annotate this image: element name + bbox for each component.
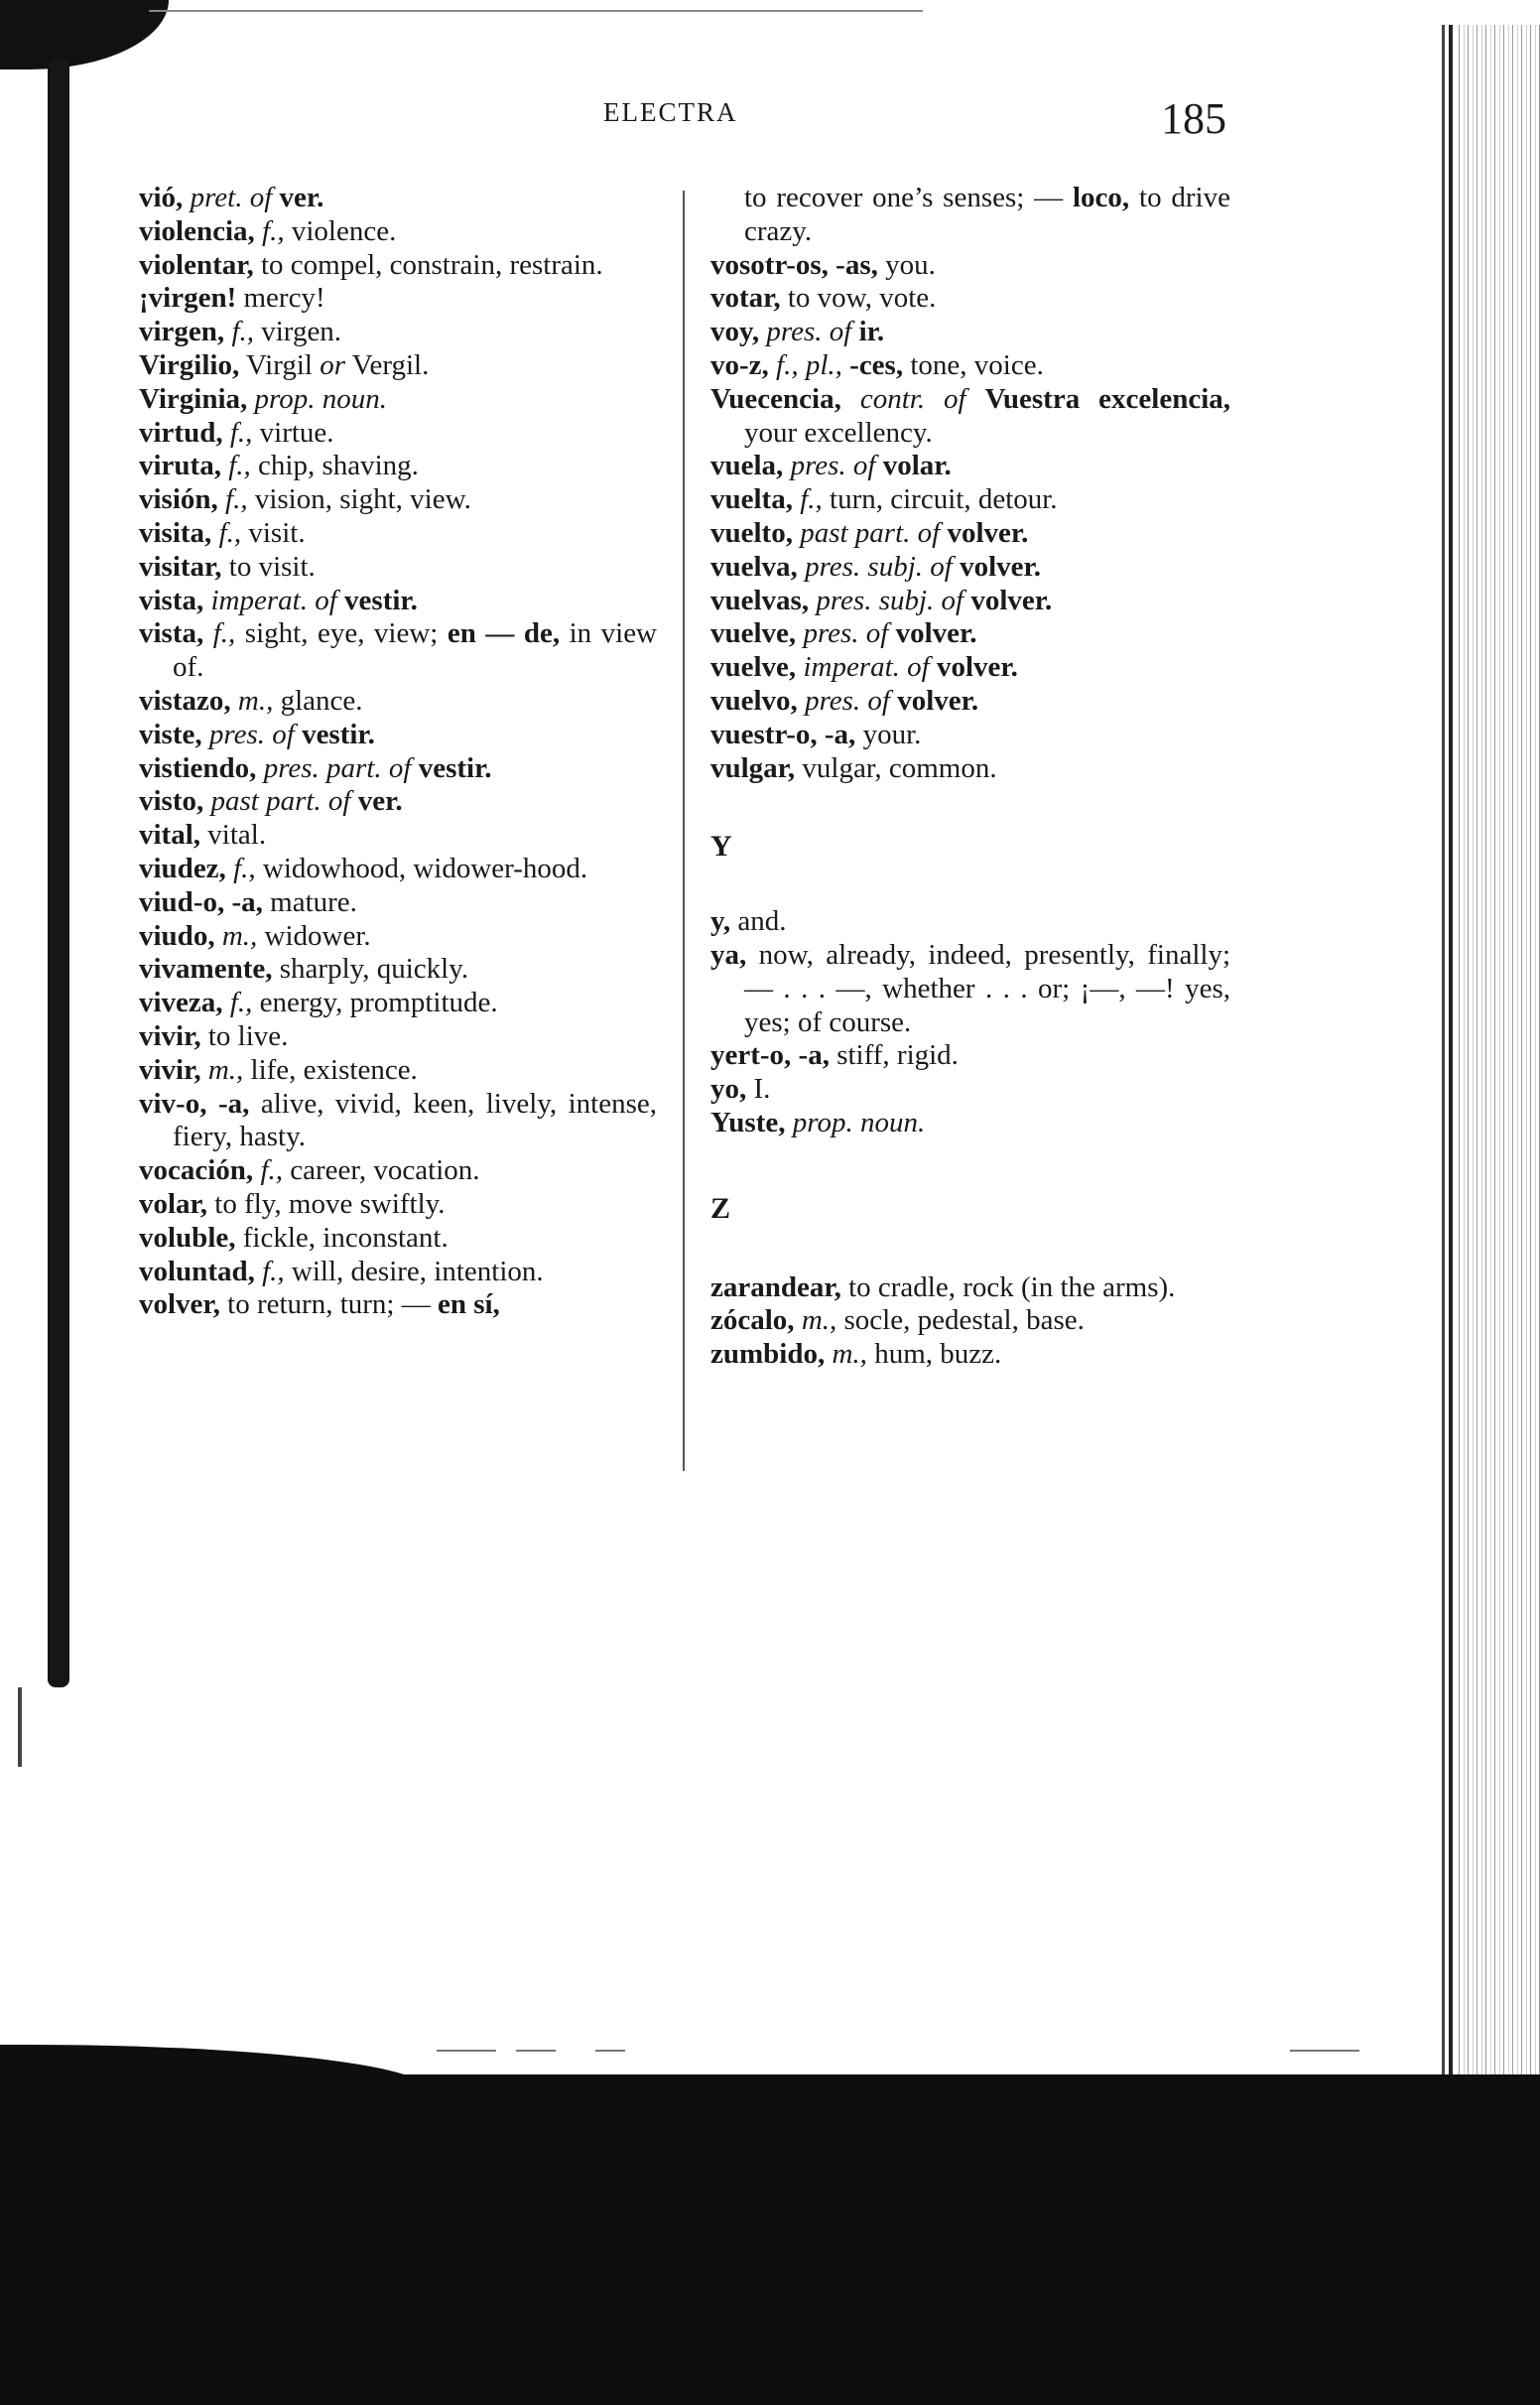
headword: visión,	[139, 483, 218, 516]
dictionary-entry	[710, 585, 1230, 618]
dictionary-entry	[710, 316, 1230, 349]
headword: voy,	[710, 316, 760, 348]
column-divider	[683, 191, 685, 1471]
dictionary-entry	[139, 1054, 657, 1088]
dictionary-entry	[139, 953, 657, 987]
headword: vestir.	[344, 584, 418, 616]
headword: volver.	[947, 516, 1029, 549]
grammar-note: past part. of	[210, 785, 351, 818]
dictionary-entry	[710, 517, 1230, 551]
headword: vital,	[139, 819, 201, 852]
section-heading-y: Y	[710, 830, 732, 864]
definition-text	[272, 182, 279, 213]
headword: viud-o, -a,	[139, 885, 263, 918]
scan-mark	[18, 1687, 22, 1767]
dictionary-entry	[139, 819, 657, 853]
grammar-note: f.,	[800, 483, 823, 516]
y-entries	[710, 905, 1230, 1140]
dictionary-entry	[139, 450, 657, 483]
definition-text	[256, 752, 263, 784]
dictionary-entry	[139, 685, 657, 719]
definition-text: Vergil.	[345, 348, 430, 381]
grammar-note: f.,	[225, 483, 248, 516]
dictionary-entry	[139, 517, 657, 551]
headword: vocación,	[139, 1154, 254, 1187]
grammar-note: m.,	[832, 1338, 867, 1371]
definition-text: energy, promptitude.	[252, 987, 498, 1019]
definition-text: sharply, quickly.	[272, 953, 469, 986]
definition-text	[203, 617, 213, 649]
definition-text: to vow, vote.	[780, 282, 937, 315]
definition-text: to live.	[200, 1019, 289, 1052]
headword: Virgilio,	[139, 348, 240, 381]
grammar-note: imperat. of	[803, 651, 930, 684]
grammar-note: pres. of	[790, 450, 876, 482]
dictionary-entry	[139, 1154, 657, 1188]
grammar-note: prop. noun.	[254, 382, 388, 415]
dictionary-entry	[139, 551, 657, 585]
definition-text: tone, voice.	[903, 348, 1044, 381]
dictionary-entry	[139, 886, 657, 920]
dictionary-entry	[710, 719, 1230, 752]
grammar-note: pret. of	[190, 182, 273, 213]
headword: vuelvas,	[710, 584, 810, 616]
grammar-note: past part. of	[800, 516, 941, 549]
dictionary-entry	[139, 316, 657, 349]
headword: voluble,	[139, 1221, 236, 1254]
dictionary-entry	[139, 182, 657, 215]
dictionary-entry	[710, 383, 1230, 451]
definition-text	[953, 551, 960, 583]
dictionary-entry	[710, 1271, 1230, 1305]
grammar-note: f.,	[212, 617, 236, 650]
running-head: ELECTRA	[603, 97, 738, 127]
left-column	[139, 182, 657, 1322]
grammar-note: m.,	[237, 684, 274, 717]
dictionary-entry	[139, 215, 657, 249]
headword: vuelto,	[710, 516, 793, 549]
grammar-note: pres. of	[803, 617, 889, 650]
scan-shadow-bottom	[0, 2074, 1540, 2405]
definition-text: to recover one’s senses; —	[744, 182, 1073, 213]
definition-text: violence.	[284, 214, 397, 247]
definition-text: widower.	[257, 919, 371, 952]
v-entries	[710, 249, 1230, 786]
z-entries	[710, 1271, 1230, 1372]
definition-text: life, existence.	[243, 1053, 418, 1086]
headword: vistazo,	[139, 684, 231, 717]
headword: Vuecencia,	[710, 382, 841, 415]
headword: volver.	[897, 684, 979, 717]
definition-text	[203, 585, 210, 616]
scan-shadow-left-edge	[48, 60, 69, 1687]
headword: viruta,	[139, 450, 221, 482]
definition-text	[223, 987, 230, 1018]
headword: violentar,	[139, 248, 254, 281]
grammar-note: f.,	[228, 450, 251, 482]
section-heading-z: Z	[710, 1191, 731, 1225]
dictionary-entry	[139, 349, 657, 383]
dictionary-entry	[139, 1020, 657, 1054]
page-number: 185	[1161, 94, 1226, 143]
definition-text: career, vocation.	[283, 1154, 480, 1187]
headword: volver.	[895, 617, 977, 650]
headword: volver,	[139, 1288, 220, 1321]
dictionary-entry	[139, 1288, 657, 1322]
definition-text: in view of.	[173, 617, 658, 684]
entry-continuation	[710, 182, 1230, 249]
definition-text	[841, 383, 860, 415]
dictionary-entry	[139, 785, 657, 819]
grammar-note: f.,	[260, 1154, 283, 1187]
headword: viudo,	[139, 919, 215, 952]
headword: volver.	[970, 584, 1053, 616]
definition-text: to compel, constrain, restrain.	[253, 248, 603, 281]
definition-text: hum, buzz.	[866, 1338, 1002, 1371]
headword: voluntad,	[139, 1255, 255, 1287]
definition-text: chip, shaving.	[250, 450, 419, 482]
dictionary-entry	[139, 1088, 657, 1155]
headword: vista,	[139, 617, 204, 650]
grammar-note: or	[320, 348, 345, 381]
definition-text: to drive crazy.	[744, 182, 1230, 247]
headword: y,	[710, 905, 731, 938]
definition-text: mature.	[262, 885, 357, 918]
dictionary-entry	[139, 282, 657, 316]
definition-text	[769, 349, 776, 381]
dictionary-entry	[710, 617, 1230, 651]
headword: zócalo,	[710, 1304, 795, 1337]
definition-text: alive, vivid, keen, lively, intense, fiery, hasty.	[173, 1087, 657, 1153]
definition-text: to cradle, rock (in the arms).	[840, 1270, 1176, 1303]
definition-text: vital.	[200, 819, 267, 852]
headword: virgen,	[139, 316, 225, 348]
headword: ir.	[858, 316, 885, 348]
definition-text: sight, eye, view;	[235, 617, 448, 650]
definition-text: stiff, rigid.	[829, 1039, 959, 1072]
headword: yo,	[710, 1073, 747, 1106]
definition-text	[798, 685, 805, 717]
definition-text: mercy!	[236, 282, 325, 315]
headword: vió,	[139, 182, 184, 213]
definition-text	[215, 920, 222, 952]
definition-text: vulgar, common.	[795, 751, 997, 784]
headword: vestir.	[302, 718, 375, 750]
scan-dash	[1290, 2050, 1359, 2052]
definition-text	[851, 316, 858, 347]
definition-text: virtue.	[252, 416, 334, 449]
dictionary-entry	[710, 551, 1230, 585]
grammar-note: f., pl.,	[776, 348, 842, 381]
definition-text	[202, 719, 209, 750]
grammar-note: m.,	[207, 1053, 244, 1086]
dictionary-entry	[139, 920, 657, 954]
book-edge-line	[1449, 25, 1453, 2089]
dictionary-entry	[710, 1107, 1230, 1140]
dictionary-entry	[139, 585, 657, 618]
grammar-note: m.,	[801, 1304, 837, 1337]
definition-text: fickle, inconstant.	[235, 1221, 449, 1254]
definition-text	[930, 651, 937, 683]
headword: ver.	[357, 785, 403, 818]
headword: volver.	[936, 651, 1018, 684]
definition-text: will, desire, intention.	[284, 1255, 544, 1287]
dictionary-entry	[139, 853, 657, 886]
headword: vuelta,	[710, 483, 793, 516]
dictionary-entry	[139, 752, 657, 786]
headword: Vuestra excelencia,	[984, 382, 1231, 415]
definition-text: turn, circuit, detour.	[822, 483, 1058, 516]
grammar-note: f.,	[262, 1255, 285, 1287]
definition-text	[783, 450, 790, 481]
headword: vistiendo,	[139, 751, 257, 784]
definition-text: your excellency.	[744, 416, 933, 449]
scan-shadow-top-left	[0, 0, 169, 69]
definition-text	[966, 383, 985, 415]
headword: vivir,	[139, 1019, 201, 1052]
dictionary-entry	[710, 685, 1230, 719]
definition-text	[223, 417, 230, 449]
grammar-note: prop. noun.	[792, 1106, 926, 1138]
dictionary-entry	[710, 450, 1230, 483]
grammar-note: imperat. of	[210, 584, 337, 616]
grammar-note: f.,	[233, 852, 256, 884]
definition-text	[218, 483, 225, 515]
dictionary-entry	[710, 1338, 1230, 1372]
definition-text: virgen.	[254, 316, 342, 348]
dictionary-entry	[710, 939, 1230, 1039]
headword: virtud,	[139, 416, 223, 449]
headword: visto,	[139, 785, 204, 818]
headword: viudez,	[139, 852, 226, 884]
headword: volar.	[882, 450, 952, 482]
headword: volver.	[960, 550, 1041, 583]
dictionary-entry	[710, 483, 1230, 517]
headword: vuelva,	[710, 550, 798, 583]
definition-text	[411, 752, 418, 784]
definition-text: your.	[855, 718, 922, 750]
dictionary-entry	[139, 1188, 657, 1222]
headword: -ces,	[849, 348, 904, 381]
definition-text: I.	[746, 1073, 771, 1106]
definition-text	[211, 517, 218, 549]
definition-text	[888, 617, 895, 649]
definition-text: glance.	[273, 684, 363, 717]
headword: visita,	[139, 516, 212, 549]
dictionary-entry	[710, 752, 1230, 786]
grammar-note: m.,	[221, 919, 258, 952]
dictionary-entry	[710, 1039, 1230, 1073]
definition-text: now, already, indeed, presently, finally; — . . . —, whether . . . or; ¡—, —! yes, yes; of course.	[744, 938, 1230, 1038]
grammar-note: f.,	[229, 987, 253, 1019]
headword: ver.	[279, 182, 324, 213]
headword: vuelvo,	[710, 684, 798, 717]
definition-text: socle, pedestal, base.	[836, 1304, 1085, 1337]
scan-dash	[437, 2050, 496, 2052]
dictionary-entry	[139, 483, 657, 517]
headword: yert-o, -a,	[710, 1039, 830, 1072]
definition-text: vision, sight, view.	[247, 483, 471, 516]
grammar-note: contr. of	[859, 382, 966, 415]
dictionary-entry	[710, 1304, 1230, 1338]
headword: en sí,	[437, 1288, 500, 1321]
definition-text	[247, 383, 254, 415]
headword: vuelve,	[710, 617, 797, 650]
definition-text	[295, 719, 302, 750]
definition-text	[231, 685, 238, 717]
dictionary-entry	[139, 987, 657, 1020]
scan-dash	[595, 2050, 625, 2052]
headword: loco,	[1073, 182, 1130, 213]
grammar-note: f.,	[229, 416, 253, 449]
headword: vestir.	[418, 751, 492, 784]
dictionary-entry	[710, 1073, 1230, 1107]
grammar-note: pres. of	[805, 684, 890, 717]
scan-dash	[516, 2050, 556, 2052]
definition-text	[337, 585, 344, 616]
headword: votar,	[710, 282, 781, 315]
right-column	[710, 182, 1230, 1372]
headword: volar,	[139, 1187, 208, 1220]
grammar-note: f.,	[218, 516, 242, 549]
dictionary-entry	[139, 417, 657, 451]
definition-text: widowhood, widower-hood.	[255, 852, 588, 884]
definition-text	[183, 182, 190, 213]
scan-top-line	[149, 10, 923, 12]
definition-text	[798, 551, 805, 583]
grammar-note: pres. subj. of	[816, 584, 964, 616]
dictionary-entry	[710, 249, 1230, 283]
dictionary-entry	[139, 249, 657, 283]
headword: violencia,	[139, 214, 255, 247]
dictionary-entry	[139, 719, 657, 752]
definition-text: Virgil	[239, 348, 321, 381]
dictionary-entry	[139, 617, 657, 685]
headword: vo-z,	[710, 348, 769, 381]
definition-text	[876, 450, 883, 481]
dictionary-entry	[139, 1222, 657, 1256]
grammar-note: pres. of	[766, 316, 852, 348]
headword: vuela,	[710, 450, 784, 482]
headword: vosotr-os, -as,	[710, 248, 878, 281]
dictionary-entry	[710, 349, 1230, 383]
headword: vuestr-o, -a,	[710, 718, 856, 750]
headword: en — de,	[447, 617, 561, 650]
definition-text	[785, 1107, 792, 1138]
headword: vivir,	[139, 1053, 201, 1086]
definition-text	[351, 785, 358, 817]
definition-text	[795, 1304, 802, 1336]
grammar-note: pres. part. of	[263, 751, 412, 784]
headword: viveza,	[139, 987, 223, 1019]
headword: viv-o, -a,	[139, 1087, 250, 1120]
definition-text	[255, 215, 262, 247]
definition-text: and.	[730, 905, 787, 938]
definition-text: you.	[877, 248, 936, 281]
headword: Yuste,	[710, 1106, 786, 1138]
dictionary-entry	[710, 282, 1230, 316]
headword: ya,	[710, 938, 747, 971]
book-page-edges	[1456, 25, 1540, 2094]
headword: viste,	[139, 718, 202, 750]
definition-text: to fly, move swiftly.	[207, 1187, 446, 1220]
definition-text: to return, turn; —	[219, 1288, 438, 1321]
definition-text: to visit.	[221, 550, 316, 583]
grammar-note: f.,	[231, 316, 254, 348]
headword: vivamente,	[139, 953, 273, 986]
headword: vuelve,	[710, 651, 797, 684]
grammar-note: pres. of	[208, 718, 295, 750]
dictionary-entry	[710, 651, 1230, 685]
grammar-note: f.,	[262, 214, 285, 247]
dictionary-entry	[139, 383, 657, 417]
definition-text	[226, 853, 233, 884]
headword: vulgar,	[710, 751, 796, 784]
headword: vista,	[139, 584, 204, 616]
dictionary-entry	[139, 1256, 657, 1289]
definition-text	[203, 785, 210, 817]
headword: zarandear,	[710, 1270, 841, 1303]
definition-text: visit.	[241, 516, 306, 549]
dictionary-entry	[710, 905, 1230, 939]
headword: Virginia,	[139, 382, 248, 415]
grammar-note: pres. subj. of	[805, 550, 953, 583]
definition-text	[201, 1054, 208, 1086]
headword: visitar,	[139, 550, 222, 583]
headword: ¡virgen!	[139, 282, 237, 315]
book-edge-line	[1442, 25, 1445, 2089]
headword: zumbido,	[710, 1338, 826, 1371]
